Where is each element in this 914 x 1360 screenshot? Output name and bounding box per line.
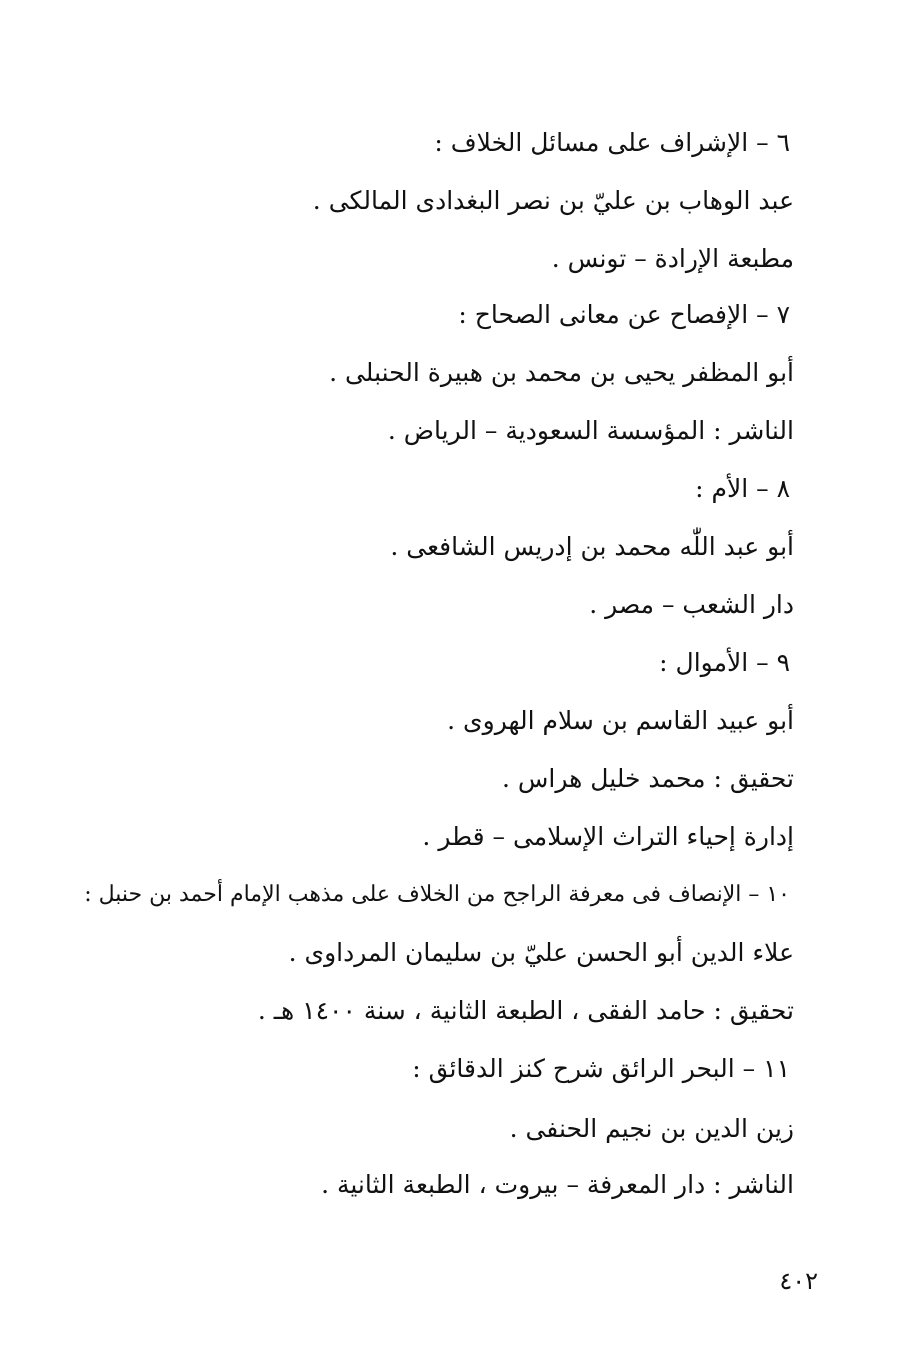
entry-10-editor: تحقيق : حامد الفقى ، الطبعة الثانية ، سنة ١٤٠٠ هـ . xyxy=(257,996,794,1025)
entry-8-author: أبو عبد اللّٰه محمد بن إدريس الشافعى . xyxy=(390,532,794,561)
page-number: ٤٠٢ xyxy=(779,1267,818,1295)
entry-8-title: ٨ – الأم : xyxy=(695,474,790,503)
entry-11-title: ١١ – البحر الرائق شرح كنز الدقائق : xyxy=(412,1054,790,1083)
entry-7-title: ٧ – الإفصاح عن معانى الصحاح : xyxy=(458,300,790,329)
entry-6-publisher: مطبعة الإرادة – تونس . xyxy=(551,244,794,273)
entry-6-author: عبد الوهاب بن عليّ بن نصر البغدادى المالكى . xyxy=(312,186,794,215)
entry-10-author: علاء الدين أبو الحسن عليّ بن سليمان المرداوى . xyxy=(288,938,794,967)
entry-7-publisher: الناشر : المؤسسة السعودية – الرياض . xyxy=(387,416,794,445)
entry-11-publisher: الناشر : دار المعرفة – بيروت ، الطبعة الثانية . xyxy=(321,1170,794,1199)
entry-9-editor: تحقيق : محمد خليل هراس . xyxy=(502,764,794,793)
entry-9-author: أبو عبيد القاسم بن سلام الهروى . xyxy=(447,706,794,735)
entry-9-publisher: إدارة إحياء التراث الإسلامى – قطر . xyxy=(422,822,794,851)
entry-8-publisher: دار الشعب – مصر . xyxy=(589,590,794,619)
entry-9-title: ٩ – الأموال : xyxy=(659,648,790,677)
entry-11-author: زين الدين بن نجيم الحنفى . xyxy=(509,1114,794,1143)
entry-7-author: أبو المظفر يحيى بن محمد بن هبيرة الحنبلى . xyxy=(329,358,794,387)
entry-10-title: ١٠ – الإنصاف فى معرفة الراجح من الخلاف على مذهب الإمام أحمد بن حنبل : xyxy=(84,882,790,907)
entry-6-title: ٦ – الإشراف على مسائل الخلاف : xyxy=(434,128,790,157)
